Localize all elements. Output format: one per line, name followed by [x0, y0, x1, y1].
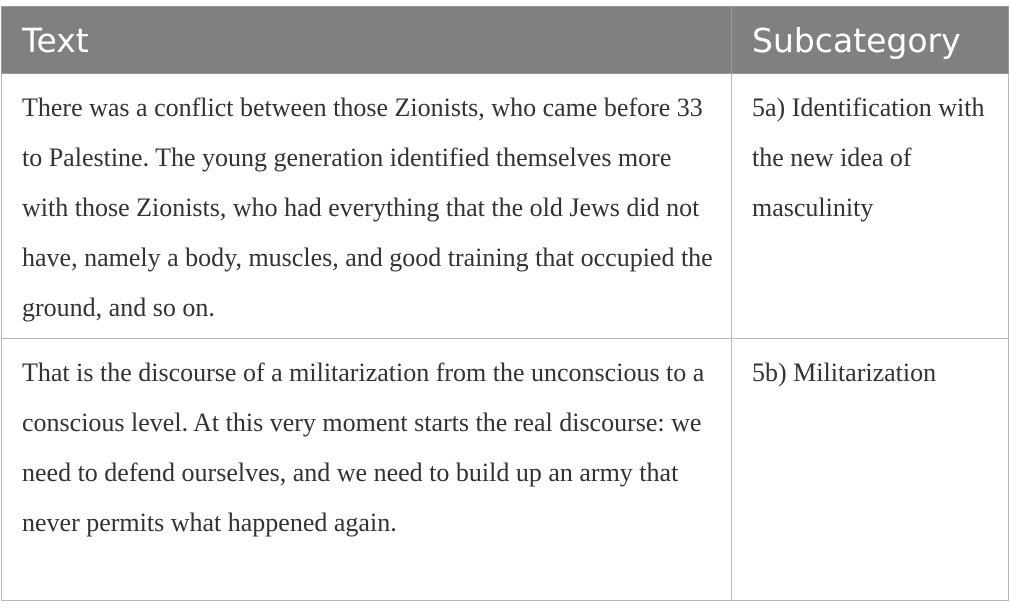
header-subcategory: Subcategory	[732, 7, 1009, 74]
row-text-cell: That is the discourse of a militarization from the unconscious to a conscious level. At this very moment starts the real discourse: we need to defend ourselves, and we need to build up an army that never permits what happened again.	[2, 339, 732, 601]
quote-table	[1, 6, 1009, 601]
table-body	[2, 74, 1009, 601]
table-row	[2, 74, 1009, 339]
row-subcategory-cell: 5a) Identification with the new idea of masculinity	[732, 74, 1009, 339]
header-text: Text	[2, 7, 732, 74]
header-row	[2, 7, 1009, 74]
quote-table-container	[1, 6, 1008, 601]
row-subcategory-cell: 5b) Militarization	[732, 339, 1009, 601]
row-text-cell: There was a conflict between those Zionists, who came before 33 to Palestine. The young generation identified themselves more with those Zionists, who had everything that the old Jews did not have, namely a body, muscles, and good training that occupied the ground, and so on.	[2, 74, 732, 339]
table-header	[2, 7, 1009, 74]
table-row	[2, 339, 1009, 601]
